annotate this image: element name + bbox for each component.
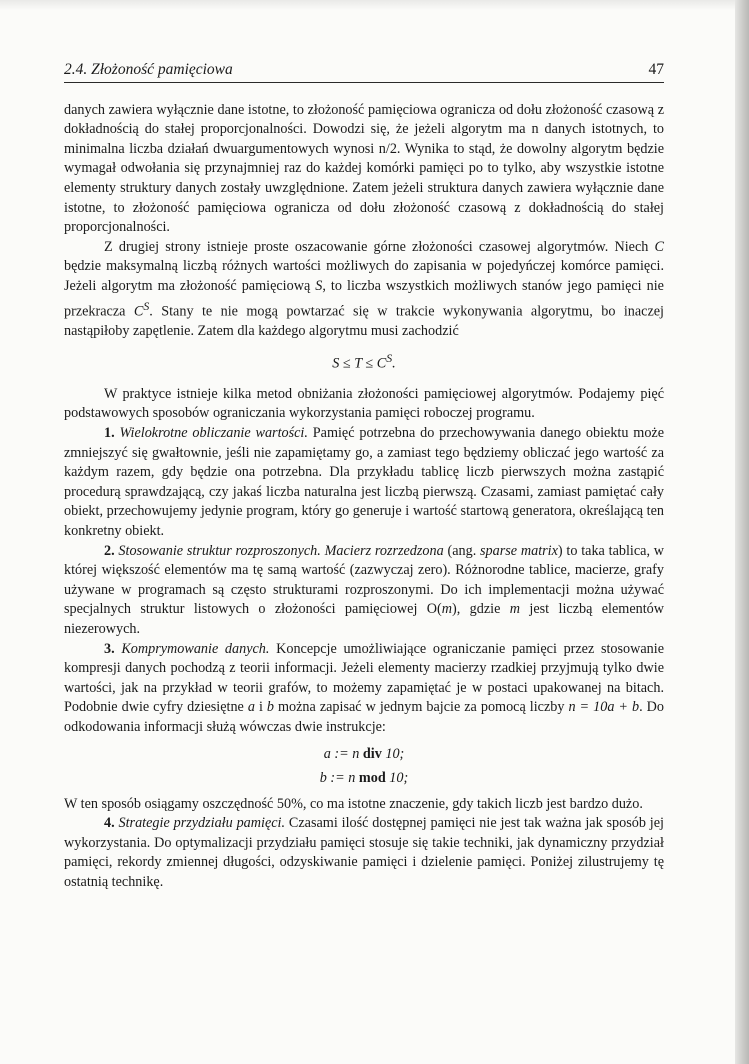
paragraph-2: Z drugiej strony istnieje proste oszacowanie górne złożoności czasowej algorytmów. Niech C będzie maksymalną liczbą różnych wartości możliwych do zapisania w pojedyńczej komórce pamięci. Jeżeli algorytm ma złożoność pamięciową S, to liczba wszystkich możliwych stanów jego pamięci nie przekracza $C^S$. Stany te nie mogą powtarzać się w trakcie wykonywania algorytmu, bo inaczej nastąpiłoby zapętlenie. Zatem dla każdego algorytmu musi zachodzić [64, 238, 665, 339]
list-item-2: 2. Stosowanie struktur rozproszonych. Macierz rozrzedzona (ang. sparse matrix) to taka tablica, w której większość elementów ma tę samą wartość (zazwyczaj zero). Różnorodne tablice, macierze, grafy używane w programach są często strukturami rozproszonymi. Do ich implementacji można używać specjalnych struktur listowych o złożoności pamięciowej O(m), gdzie m jest liczbą elementów niezerowych. [64, 542, 665, 637]
section-title: 2.4. Złożoność pamięciowa [64, 61, 233, 78]
formula-div: a := n div 10; [323, 746, 405, 763]
running-head [64, 60, 664, 83]
book-page [64, 60, 664, 893]
page-number: 47 [648, 61, 664, 78]
formula-mod: b := n mod 10; [319, 770, 409, 787]
inequality-formula: $S \le T \le C^S$. [332, 351, 396, 373]
paragraph-4: W ten sposób osiągamy oszczędność 50%, co ma istotne znaczenie, gdy takich liczb jest bardzo dużo. [64, 795, 643, 812]
scan-shadow-right [735, 0, 749, 1064]
list-item-4: 4. Strategie przydziału pamięci. Czasami ilość dostępnej pamięci nie jest tak ważna jak sposób jej wykorzystania. Do optymalizacji przydziału pamięci stosuje się takie techniki, jak dynamiczny przydział pamięci, rekordy zmiennej długości, odzyskiwanie pamięci i dzielenie pamięci. Poniżej zilustrujemy tę ostatnią technikę. [64, 815, 664, 891]
paragraph-1: danych zawiera wyłącznie dane istotne, to złożoność pamięciowa ogranicza od dołu złożoność czasową z dokładnością do stałej proporcjonalności. Dowodzi się, że jeżeli algorytm ma n danych istotnych, to minimalna liczba działań dwuargumentowych wynosi n/2. Wynika to stąd, że dowolny algorytm będzie wymagał odwołania się przynajmniej raz do każdej komórki pamięci po to tylko, aby wszystkie istotne elementy struktury danych zostały uwzględnione. Zatem jeżeli struktura danych zawiera wyłącznie dane istotne, to złożoność pamięciowa ogranicza od dołu złożoność czasową z dokładnością do stałej proporcjonalności. [64, 101, 664, 236]
list-item-1: 1. Wielokrotne obliczanie wartości. Pamięć potrzebna do przechowywania danego obiektu może zmniejszyć się gwałtownie, jeśli nie zapamiętamy go, a zamiast tego będziemy obliczać jego wartość za każdym razem, gdy będzie ona potrzebna. Dla przykładu tablicę liczb pierwszych można zastąpić procedurą sprawdzającą, czy jakaś liczba naturalna jest liczbą pierwszą. Czasami, zamiast pamiętać cały obiekt, przechowujemy jedynie program, który go generuje i wartość startową generatora, określającą ten konkretny obiekt. [64, 424, 665, 539]
paragraph-3: W praktyce istnieje kilka metod obniżania złożoności pamięciowej algorytmów. Podajemy pięć podstawowych sposobów ograniczania wykorzystania pamięci roboczej programu. [64, 385, 664, 422]
scan-shadow-top [0, 0, 749, 10]
list-item-3: 3. Komprymowanie danych. Koncepcje umożliwiające ograniczanie pamięci przez stosowanie kompresji danych pochodzą z teorii informacji. Jeżeli elementy macierzy rzadkiej przyjmują tylko dwie wartości, jak na przykład w teorii grafów, to możemy zapamiętać je w postaci upakowanej na bitach. Podobnie dwie cyfry dziesiętne a i b można zapisać w jednym bajcie za pomocą liczby n = 10a + b. Do odkodowania informacji służą wówczas dwie instrukcje: [64, 640, 664, 735]
